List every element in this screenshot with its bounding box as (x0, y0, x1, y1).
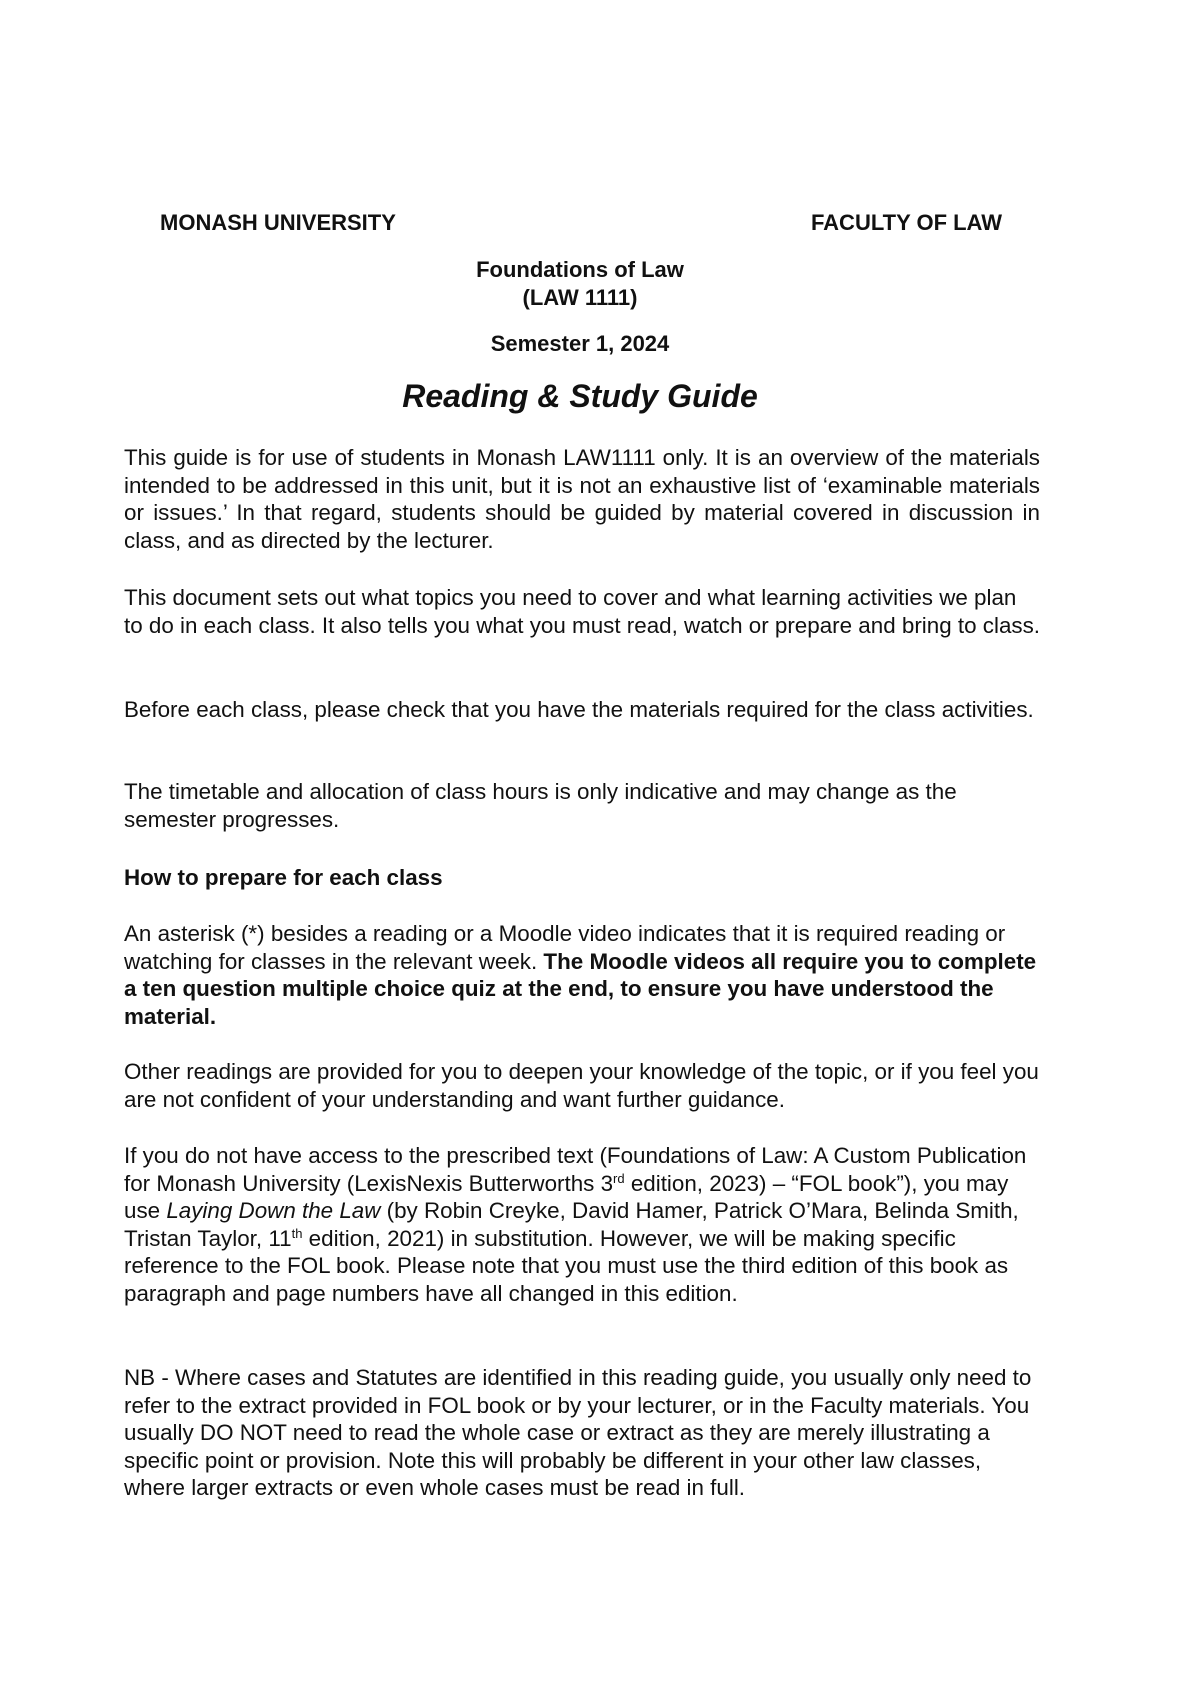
course-title: Foundations of Law (476, 257, 684, 282)
prescribed-text-part-2: edition, 2023) – “FOL book”), you may use (124, 1170, 1009, 1224)
page-title: Reading & Study Guide (402, 378, 758, 414)
document-header (160, 210, 1002, 240)
superscript-rd: rd (613, 1170, 625, 1186)
document-purpose-paragraph: This document sets out what topics you need to cover and what learning activities we plan to do in each class. It also tells you what you must read, watch or prepare and bring to class. (124, 585, 1041, 638)
check-materials-paragraph: Before each class, please check that you have the materials required for the class activities. (124, 697, 1034, 722)
course-code: (LAW 1111) (522, 285, 638, 310)
prescribed-text-part-4: edition, 2021) in substitution. However, we will be making specific reference to the FOL book. Please note that you must use the third edition of this book as paragraph and page numbers have all changed in this edition. (124, 1225, 1009, 1306)
prescribed-text-paragraph (124, 1142, 1040, 1308)
semester-label: Semester 1, 2024 (490, 331, 670, 356)
book-title-laying-down-the-law: Laying Down the Law (166, 1198, 381, 1224)
prescribed-text-part-1: If you do not have access to the prescribed text (Foundations of Law: A Custom Publication for Monash University (LexisNexis Butterworths 3 (124, 1143, 1027, 1196)
nb-cases-paragraph: NB - Where cases and Statutes are identified in this reading guide, you usually only need to refer to the extract provided in FOL book or by your lecturer, or in the Faculty materials. You usually DO NOT need to read the whole case or extract as they are merely illustrating a specific point or provision. Note this will probably be different in your other law classes, where larger extracts or even whole cases must be read in full. (124, 1365, 1032, 1501)
university-name: MONASH UNIVERSITY (160, 210, 396, 235)
prepare-heading: How to prepare for each class (124, 865, 443, 890)
intro-paragraph: This guide is for use of students in Monash LAW1111 only. It is an overview of the materials intended to be addressed in this unit, but it is not an exhaustive list of ‘examinable materials or issues.’ In that regard, students should be guided by material covered in discussion in class, and as directed by the lecturer. (124, 445, 1040, 553)
superscript-th: th (291, 1225, 303, 1241)
moodle-quiz-text: The Moodle videos all require you to complete a ten question multiple choice quiz at the end, to ensure you have understood the material. (124, 948, 1037, 1029)
other-readings-paragraph: Other readings are provided for you to deepen your knowledge of the topic, or if you feel you are not confident of your understanding and want further guidance. (124, 1059, 1039, 1112)
timetable-paragraph: The timetable and allocation of class hours is only indicative and may change as the semester progresses. (124, 779, 957, 832)
asterisk-paragraph (124, 920, 1040, 1030)
asterisk-text: An asterisk (*) besides a reading or a Moodle video indicates that it is required reading or watching for classes in the relevant week. (124, 921, 1006, 974)
prescribed-text-part-3: (by Robin Creyke, David Hamer, Patrick O’Mara, Belinda Smith, Tristan Taylor, 11 (124, 1198, 1019, 1251)
faculty-name: FACULTY OF LAW (810, 210, 1002, 235)
